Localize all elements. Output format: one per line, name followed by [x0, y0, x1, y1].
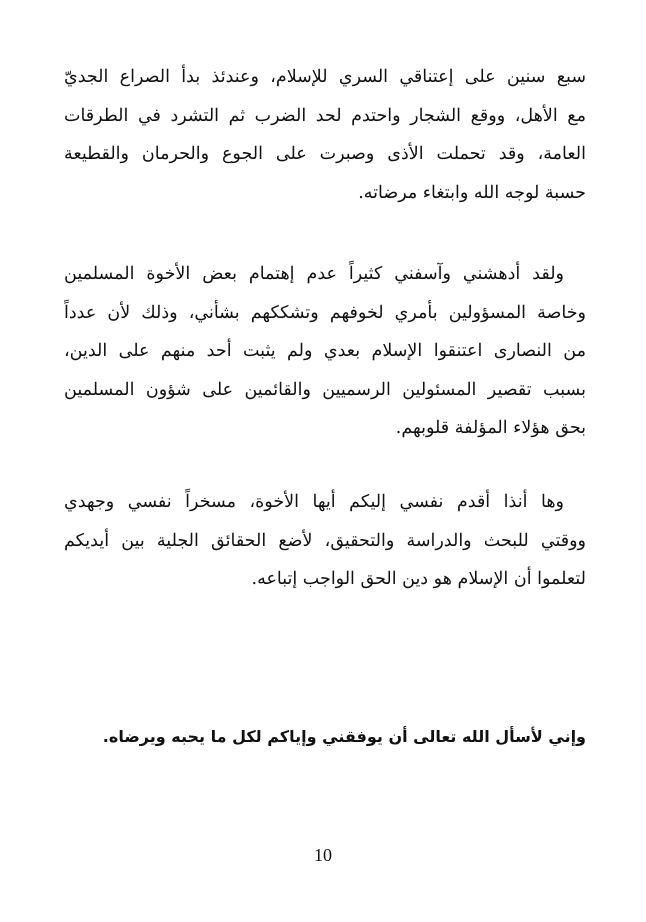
paragraph-line: وخاصة المسؤولين بأمري لخوفهم وتشككهم بشأني، وذلك لأن عدداً	[64, 302, 586, 323]
paragraph-line: من النصارى اعتنقوا الإسلام بعدي ولم يثبت أحد منهم على الدين،	[64, 341, 586, 361]
paragraph-line: حسبة لوجه الله وابتغاء مرضاته.	[358, 182, 586, 203]
paragraph-line: سبع سنين على إعتناقي السري للإسلام، وعندئذ بدأ الصراع الجديّ	[64, 67, 586, 87]
paragraph-line: ولقد أدهشني وآسفني كثيراً عدم إهتمام بعض الأخوة المسلمين	[64, 264, 564, 284]
paragraph-line: بسبب تقصير المسئولين الرسميين والقائمين على شؤون المسلمين	[64, 379, 586, 400]
paragraph-line: مع الأهل، ووقع الشجار واحتدم لحد الضرب ثم التشرد في الطرقات	[64, 105, 586, 126]
paragraph-line: وها أنذا أقدم نفسي إليكم أيها الأخوة، مسخراً نفسي وجهدي	[64, 492, 564, 512]
closing-prayer: وإني لأسأل الله تعالى أن يوفقني وإياكم لكل ما يحبه ويرضاه.	[102, 727, 586, 746]
paragraph-line: لتعلموا أن الإسلام هو دين الحق الواجب إتباعه.	[251, 569, 586, 589]
paragraph-3	[64, 483, 586, 599]
paragraph-line: بحق هؤلاء المؤلفة قلوبهم.	[395, 418, 586, 438]
paragraph-2	[64, 255, 586, 448]
paragraph-line: ووقتي للبحث والدراسة والتحقيق، لأضع الحقائق الجلية بين أيديكم	[64, 530, 586, 551]
paragraph-1	[64, 58, 586, 212]
page-number: 10	[314, 845, 332, 865]
paragraph-line: العامة، وقد تحملت الأذى وصبرت على الجوع والحرمان والقطيعة	[64, 144, 586, 164]
